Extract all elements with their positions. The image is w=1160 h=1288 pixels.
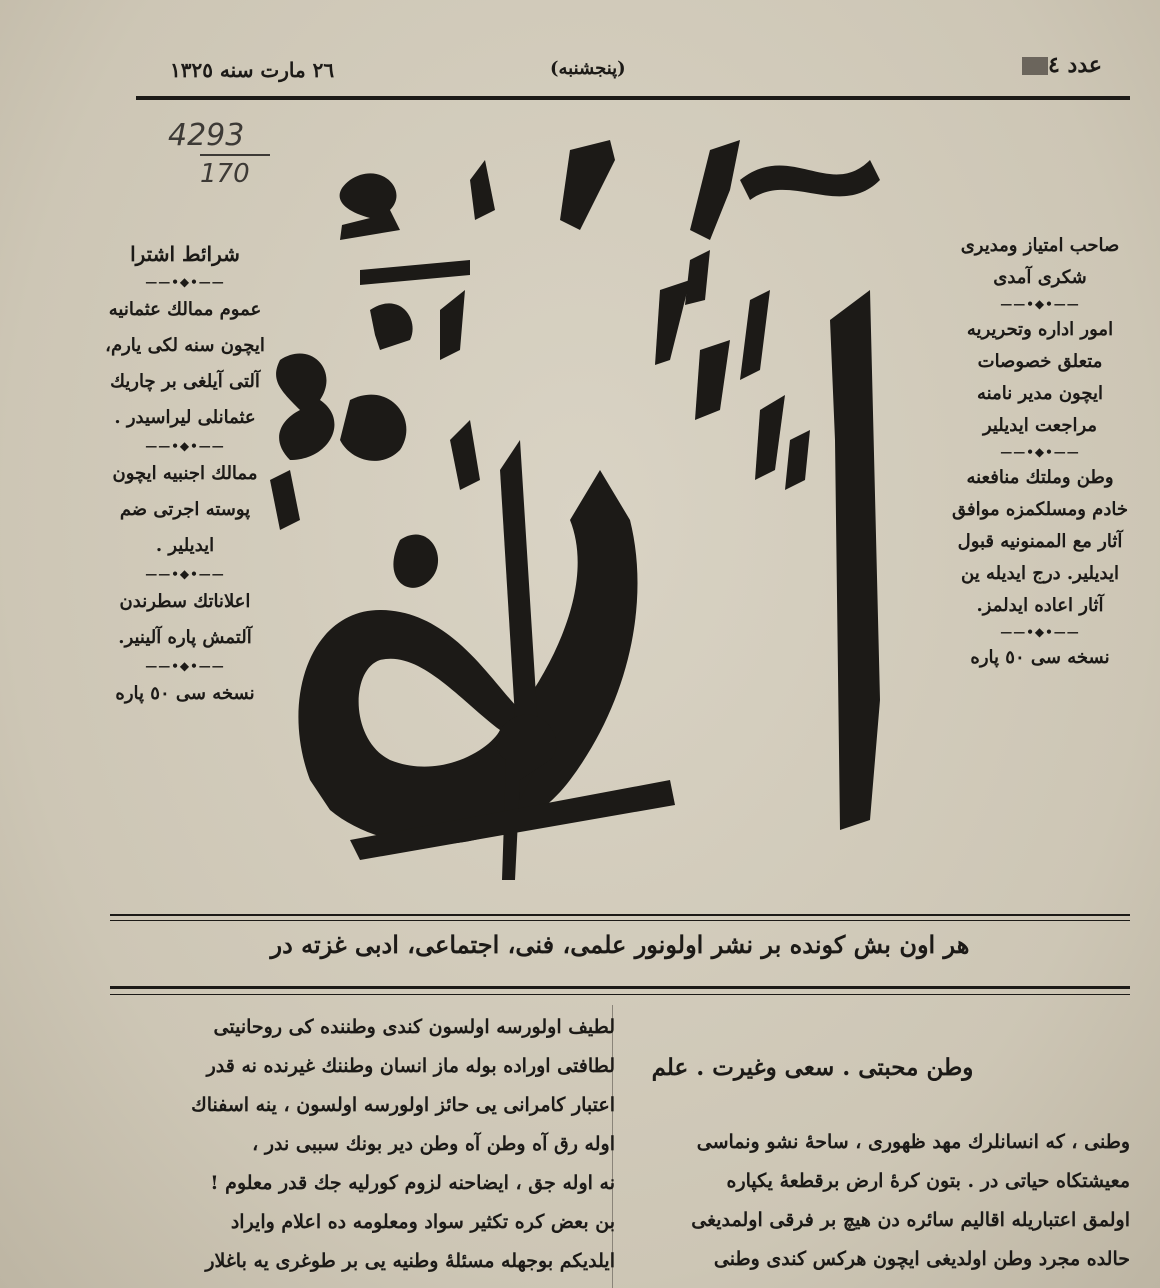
ink-smudge-icon	[1022, 57, 1048, 75]
header-bar	[140, 52, 1130, 92]
editorial-price: نسخه سى ٥٠ پاره	[970, 647, 1110, 668]
archive-mark: 4293 170	[168, 118, 270, 192]
top-rule	[136, 96, 1130, 100]
issue-number: عدد ٤	[1016, 52, 1102, 78]
tagline-rule-top-2	[110, 920, 1130, 921]
subscription-price: نسخه سى ٥٠ پاره	[115, 683, 255, 704]
subscription-terms: شرائط اشترا ——•◆•—— عموم ممالك عثمانيه ايچون سنه لكى يارم، آلتى آيلغى بر چاريك عثمانلى ليراسيدر . ——•◆•—— ممالك اجنبيه ايچون پوسته اجرتى ضم ايديلير . ——•◆•—— اعلاناتك سطرندن آلتمش پاره آلينير. ——•◆•—— نسخه سى ٥٠ پاره	[100, 236, 270, 712]
ornament-divider	[100, 436, 270, 456]
article-title: وطن محبتى . سعى وغيرت . علم	[651, 1054, 974, 1081]
article-right-column: وطن محبتى . سعى وغيرت . علم وطنى ، كه انسانلرك مهد ظهورى ، ساحهٔ نشو ونماسى معيشتكاه حياتى در . بتون كرهٔ ارض برقطعهٔ يكپاره اولمق اعتباريله اقاليم سائره دن هيچ بر فرقى اولمديغى حالده مجرد وطن اولديغى ايچون هركس كندى وطنى	[615, 1048, 1130, 1279]
ornament-divider	[100, 564, 270, 584]
ornament-divider	[940, 442, 1140, 462]
tagline-rule-top	[110, 914, 1130, 916]
masthead-calligraphy	[270, 140, 930, 900]
tagline: هر اون بش كونده بر نشر اولونور علمى، فنى، اجتماعى، ادبى غزته در	[270, 930, 970, 959]
article-left-column: لطيف اولورسه اولسون كندى وطننده كى روحانيتى لطافتى اوراده بوله ماز انسان وطننك غيرنده نه قدر اعتبار كامرانى يى حائز اولورسه اولسون ، ينه اسفناك اوله رق آه وطن آه وطن دير بونك سببى ندر ، نه اوله جق ، ايضاحنه لزوم كورليه جك قدر معلوم ! بن بعض كره تكثير سواد ومعلومه ده اعلام وايراد ايلديكم بوجهله مسئلهٔ وطنيه يى بر طوغرى يه باغلار	[191, 1016, 615, 1272]
issue-date: ٢٦ مارت سنه ١٣٢٥	[170, 58, 335, 82]
calligraphy-logo	[270, 140, 930, 900]
subscription-heading: شرائط اشترا	[130, 242, 240, 266]
ornament-divider	[100, 272, 270, 292]
tagline-rule-bottom-2	[110, 994, 1130, 995]
ornament-divider	[940, 294, 1140, 314]
ornament-divider	[100, 656, 270, 676]
tagline-rule-bottom	[110, 986, 1130, 989]
weekday: (پنجشنبه)	[550, 58, 626, 79]
ornament-divider	[940, 622, 1140, 642]
editorial-info: صاحب امتياز ومديرى شكرى آمدى ——•◆•—— امور اداره وتحريريه متعلق خصوصات ايچون مدير نامنه مراجعت ايديلير ——•◆•—— وطن وملتك منافعنه خادم ومسلكمزه موافق آثار مع الممنونيه قبول ايديلير. درج ايديله ين آثار اعاده ايدلمز. ——•◆•—— نسخه سى ٥٠ پاره	[940, 230, 1140, 674]
